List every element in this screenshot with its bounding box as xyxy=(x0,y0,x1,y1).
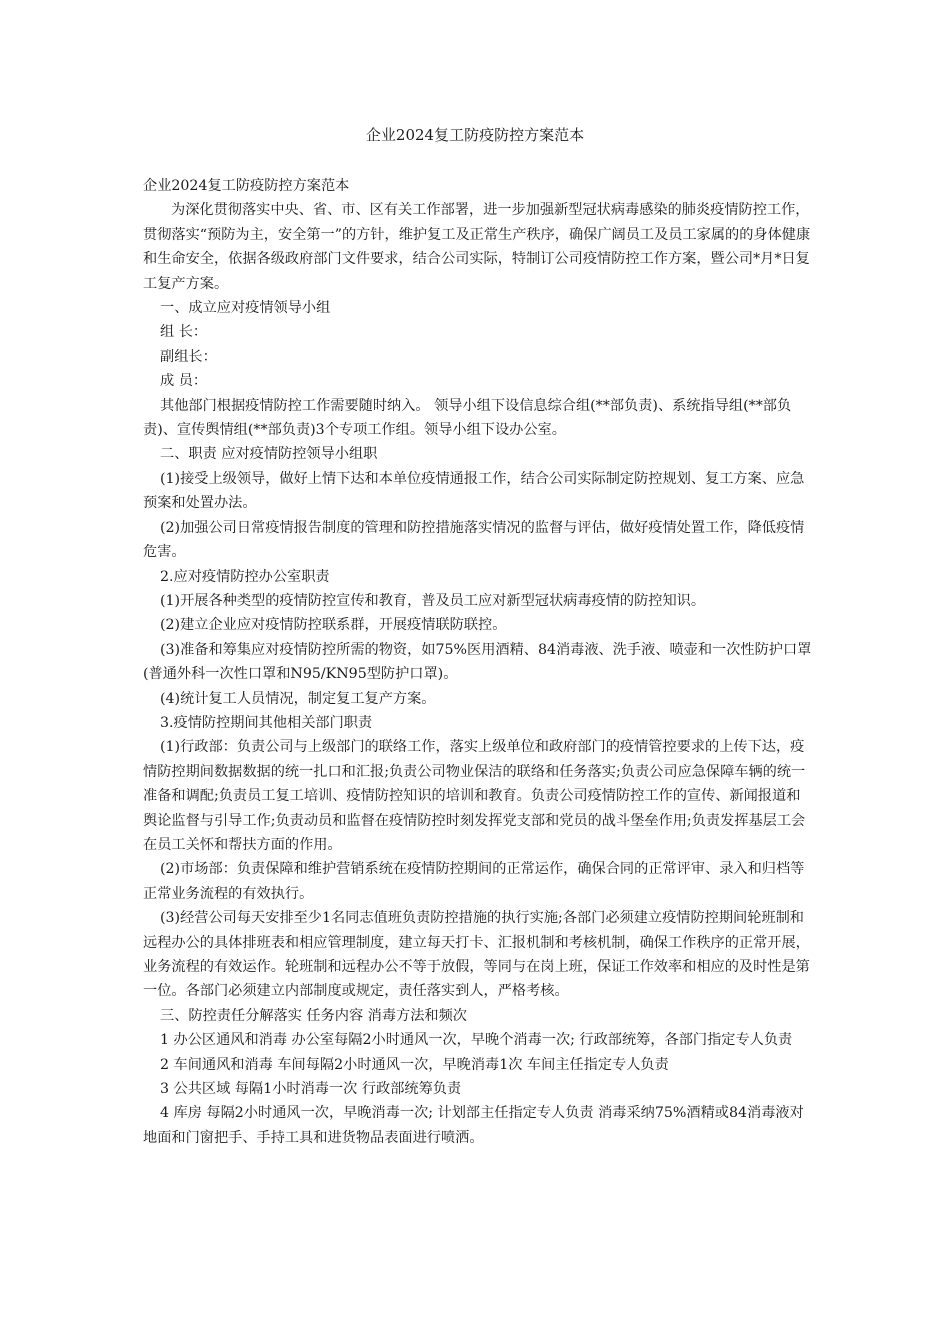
paragraph: 4 库房 每隔2小时通风一次，早晚消毒一次; 计划部主任指定专人负责 消毒采纳75%酒精或84消毒液对地面和门窗把手、手持工具和进货物品表面进行喷洒。 xyxy=(143,1105,804,1146)
document-body xyxy=(143,174,813,1150)
paragraph: (3)经营公司每天安排至少1名同志值班负责防控措施的执行实施;各部门必须建立疫情防控期间轮班制和远程办公的具体排班表和相应管理制度，建立每天打卡、汇报机制和考核机制，确保工作秩序的正常开展，业务流程的有效运作。轮班制和远程办公不等于放假，等同与在岗上班，保证工作效率和相应的及时性是第一位。各部门必须建立内部制度或规定，责任落实到人，严格考核。 xyxy=(143,910,810,1000)
paragraph: 为深化贯彻落实中央、省、市、区有关工作部署，进一步加强新型冠状病毒感染的肺炎疫情防控工作，贯彻落实“预防为主，安全第一”的方针，维护复工及正常生产秩序，确保广阔员工及员工家属的的身体健康和生命安全，依据各级政府部门文件要求，结合公司实际，特制订公司疫情防控工作方案，暨公司*月*日复工复产方案。 xyxy=(143,202,811,292)
paragraph: 2 车间通风和消毒 车间每隔2小时通风一次，早晚消毒1次 车间主任指定专人负责 xyxy=(160,1056,669,1073)
paragraph: 2.应对疫情防控办公室职责 xyxy=(160,568,330,585)
paragraph: 其他部门根据疫情防控工作需要随时纳入。 领导小组下设信息综合组(**部负责)、系统指导组(**部负责)、宣传舆情组(**部负责)3个专项工作组。领导小组下设办公室。 xyxy=(143,397,792,439)
paragraph: 副组长： xyxy=(160,348,217,365)
document-title: 企业2024复工防疫防控方案范本 xyxy=(365,126,585,144)
paragraph: 二、职责 应对疫情防控领导小组职 xyxy=(160,446,378,463)
paragraph: (1)行政部：负责公司与上级部门的联络工作，落实上级单位和政府部门的疫情管控要求的上传下达，疫情防控期间数据数据的统一扎口和汇报;负责公司物业保洁的联络和任务落实;负责公司应急保障车辆的统一准备和调配;负责员工复工培训、疫情防控知识的培训和教育。负责公司疫情防控工作的宣传、新闻报道和舆论监督与引导工作;负责动员和监督在疫情防控时刻发挥党支部和党员的战斗堡垒作用;负责发挥基层工会在员工关怀和帮扶方面的作用。 xyxy=(143,739,806,853)
paragraph: 组 长： xyxy=(160,324,208,341)
paragraph: 1 办公区通风和消毒 办公室每隔2小时通风一次，早晚个消毒一次; 行政部统筹，各部门指定专人负责 xyxy=(160,1032,793,1049)
paragraph: 企业2024复工防疫防控方案范本 xyxy=(143,178,350,194)
paragraph: 一、成立应对疫情领导小组 xyxy=(160,300,331,317)
paragraph: (1)接受上级领导，做好上情下达和本单位疫情通报工作，结合公司实际制定防控规划、复工方案、应急预案和处置办法。 xyxy=(143,470,805,512)
paragraph: 3.疫情防控期间其他相关部门职责 xyxy=(160,714,373,731)
paragraph: (1)开展各种类型的疫情防控宣传和教育，普及员工应对新型冠状病毒疫情的防控知识。 xyxy=(160,592,706,609)
paragraph: (3)准备和筹集应对疫情防控所需的物资，如75%医用酒精、84消毒液、洗手液、喷壶和一次性防护口罩(普通外科一次性口罩和N95/KN95型防护口罩)。 xyxy=(143,641,812,683)
paragraph: (4)统计复工人员情况，制定复工复产方案。 xyxy=(160,690,436,707)
paragraph: 成 员： xyxy=(160,373,208,390)
paragraph: 三、防控责任分解落实 任务内容 消毒方法和频次 xyxy=(160,1007,467,1024)
paragraph: (2)市场部：负责保障和维护营销系统在疫情防控期间的正常运作，确保合同的正常评审、录入和归档等正常业务流程的有效执行。 xyxy=(143,861,805,902)
paragraph: 3 公共区域 每隔1小时消毒一次 行政部统筹负责 xyxy=(160,1081,462,1098)
paragraph: (2)建立企业应对疫情防控联系群，开展疫情联防联控。 xyxy=(160,617,507,634)
paragraph: (2)加强公司日常疫情报告制度的管理和防控措施落实情况的监督与评估，做好疫情处置工作，降低疫情危害。 xyxy=(143,519,805,561)
